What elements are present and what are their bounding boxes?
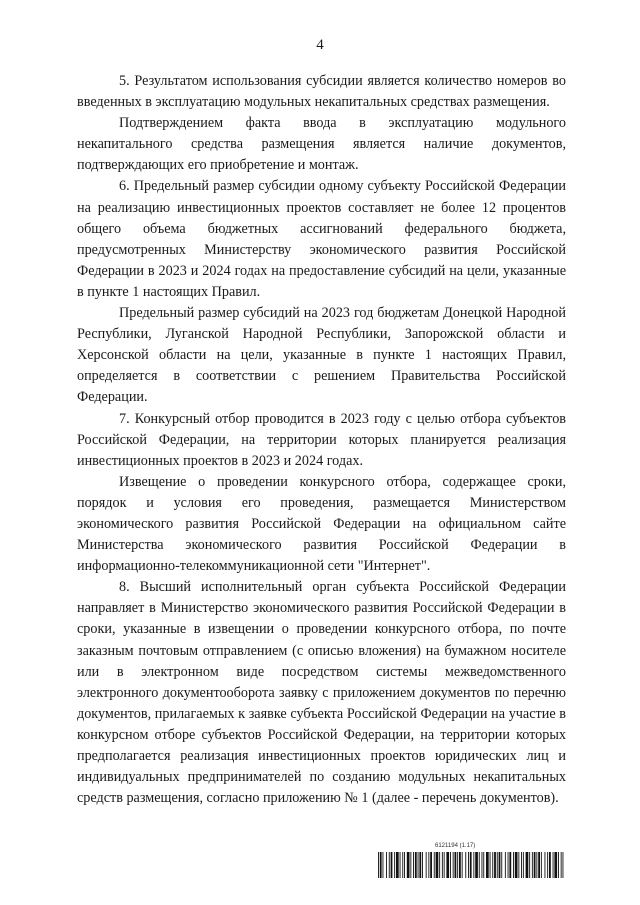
document-body	[77, 71, 566, 809]
barcode-image	[378, 852, 565, 878]
paragraph-7-notice: Извещение о проведении конкурсного отбора, содержащее сроки, порядок и условия его проведения, размещается Министерством экономического развития Российской Федерации на официальном сайте Министерства экономического развития Российской Федерации в информационно-телекоммуникационной сети "Интернет".	[77, 473, 566, 575]
document-stamp-code: 6121194 (1.17)	[435, 843, 476, 849]
paragraph-8: 8. Высший исполнительный орган субъекта Российской Федерации направляет в Министерство экономического развития Российской Федерации в сроки, указанные в извещении о проведении конкурсного отбора, по почте заказным почтовым отправлением (с описью вложения) на бумажном носителе или в электронном виде посредством системы межведомственного электронного документооборота заявку с приложением документов по перечню документов, прилагаемых к заявке субъекта Российской Федерации на участие в конкурсном отборе субъектов Российской Федерации, на территории которых предполагается реализация инвестиционных проектов юридических лиц и индивидуальных предпринимателей по созданию модульных некапитальных средств размещения, согласно приложению № 1 (далее - перечень документов).	[77, 579, 566, 807]
paragraph-7: 7. Конкурсный отбор проводится в 2023 году с целью отбора субъектов Российской Федерации, на территории которых планируется реализация инвестиционных проектов в 2023 и 2024 годах.	[77, 410, 566, 469]
paragraph-6-limit-2023: Предельный размер субсидий на 2023 год бюджетам Донецкой Народной Республики, Луганской Народной Республики, Запорожской области и Херсонской области на цели, указанные в пункте 1 настоящих Правил, определяется в соответствии с решением Правительства Российской Федерации.	[77, 305, 566, 406]
page-number: 4	[316, 37, 324, 53]
paragraph-5-confirmation: Подтверждением факта ввода в эксплуатацию модульного некапитального средства размещения является наличие документов, подтверждающих его приобретение и монтаж.	[77, 115, 566, 174]
paragraph-6: 6. Предельный размер субсидии одному субъекту Российской Федерации на реализацию инвестиционных проектов составляет не более 12 процентов общего объема бюджетных ассигнований федерального бюджета, предусмотренных Министерству экономического развития Российской Федерации в 2023 и 2024 годах на предоставление субсидий на цели, указанные в пункте 1 настоящих Правил.	[77, 178, 566, 300]
paragraph-5: 5. Результатом использования субсидии является количество номеров во введенных в эксплуатацию модульных некапитальных средствах размещения.	[77, 73, 566, 111]
